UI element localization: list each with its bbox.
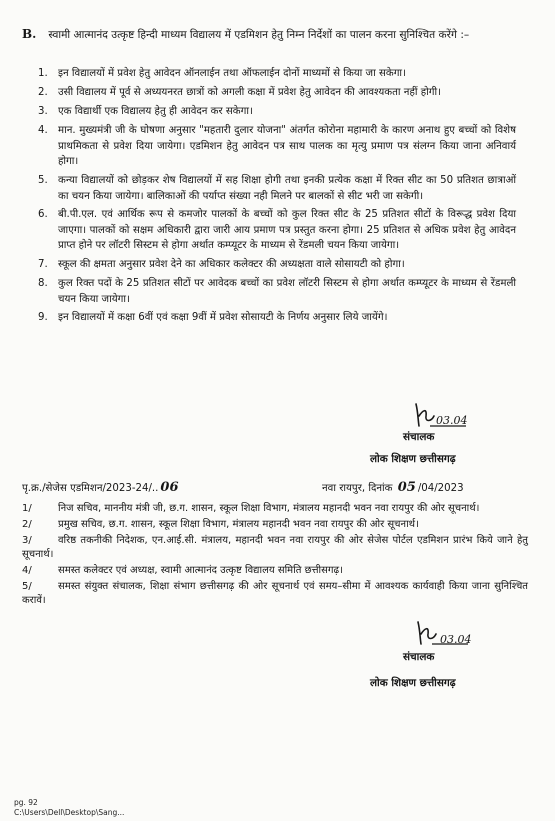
- page-footer: [14, 798, 124, 818]
- page-number: pg. 92: [14, 798, 38, 807]
- copy-number: 5/: [22, 581, 32, 592]
- instruction-number: 7.: [38, 259, 48, 270]
- copy-text: प्रमुख सचिव, छ.ग. शासन, स्कूल शिक्षा विभाग, मंत्रालय महानदी भवन नवा रायपुर की ओर सूचनार्थ।: [58, 519, 419, 530]
- signatory-title: संचालक: [403, 431, 435, 443]
- reference-number: [22, 480, 181, 495]
- copy-item: [22, 580, 528, 608]
- copy-text: समस्त कलेक्टर एवं अध्यक्ष, स्वामी आत्मानंद उत्कृष्ट विद्यालय समिति छत्तीसगढ़।: [58, 565, 343, 576]
- signatory-organization: लोक शिक्षण छत्तीसगढ़: [370, 677, 456, 689]
- copy-number: 1/: [22, 503, 32, 514]
- copy-item: [22, 534, 528, 562]
- reference-date: [322, 480, 464, 495]
- instruction-number: 9.: [38, 312, 48, 323]
- instruction-item: [38, 123, 516, 170]
- instruction-number: 3.: [38, 106, 48, 117]
- signatory-organization: लोक शिक्षण छत्तीसगढ़: [370, 453, 456, 465]
- file-path: C:\Users\Dell\Desktop\Sang...: [14, 808, 125, 817]
- copy-number: 4/: [22, 565, 32, 576]
- instruction-item: [38, 85, 516, 101]
- reference-prefix: पृ.क्र./सेजेस एडमिशन/2023-24/..: [22, 483, 159, 494]
- reference-handwritten-number: 06: [160, 480, 179, 495]
- instruction-number: 8.: [38, 278, 48, 289]
- copy-text: समस्त संयुक्त संचालक, शिक्षा संभाग छत्तीसगढ़ की ओर सूचनार्थ एवं समय–सीमा में आवश्यक कार्यवाही किया जाना सुनिश्चित करावें।: [22, 581, 528, 606]
- reference-day: 05: [397, 480, 416, 495]
- instruction-text: कुल रिक्त पदों के 25 प्रतिशत सीटों पर आवेदक बच्चों का प्रवेश लॉटरी सिस्टम से होगा अर्थात कम्प्यूटर के माध्यम से रेंडमली चयन किया जायेगा।: [58, 278, 516, 305]
- instruction-text: बी.पी.एल. एवं आर्थिक रूप से कमजोर पालकों के बच्चों को कुल रिक्त सीट के 25 प्रतिशत सीटों के विरूद्ध प्रवेश दिया जाएगा। पालकों को सक्षम अधिकारी द्वारा जारी आय प्रमाण पत्र प्रस्तुत करना होगा। 25 प्रतिशत से अधिक प्रवेश हेतु आवेदन प्राप्त होने पर लॉटरी सिस्टम से होगा अर्थात कम्प्यूटर के माध्यम से रेंडमली चयन किया जायेगा।: [58, 209, 516, 251]
- reference-date-rest: /04/2023: [417, 483, 464, 494]
- instruction-text: उसी विद्यालय में पूर्व से अध्ययनरत छात्रों को अगली कक्षा में प्रवेश हेतु आवेदन की आवश्यकता नहीं होगी।: [58, 87, 442, 98]
- signatory-title: संचालक: [403, 651, 435, 663]
- copy-text: निज सचिव, माननीय मंत्री जी, छ.ग. शासन, स्कूल शिक्षा विभाग, मंत्रालय महानदी भवन नवा रायपुर की ओर सूचनार्थ।: [58, 503, 480, 514]
- copy-text: वरिष्ठ तकनीकी निदेशक, एन.आई.सी. मंत्रालय, महानदी भवन नवा रायपुर की ओर सेजेस पोर्टल एडमिशन प्रारंभ किये जाने हेतु सूचनार्थ।: [22, 535, 528, 560]
- instruction-item: [38, 66, 516, 82]
- instruction-text: एक विद्यार्थी एक विद्यालय हेतु ही आवेदन कर सकेगा।: [58, 106, 253, 117]
- instruction-text: कन्या विद्यालयों को छोड़कर शेष विद्यालयों में सह शिक्षा होगी तथा इनकी प्रत्येक कक्षा में रिक्त सीट का 50 प्रतिशत छात्राओं का चयन किया जायेगा। बालिकाओं की पर्याप्त संख्या नही मिलने पर बालकों से सीट भरी जा सकेगी।: [58, 175, 516, 202]
- copy-item: [22, 502, 528, 516]
- instruction-item: [38, 207, 516, 254]
- section-heading: [22, 26, 537, 43]
- signature-mark: 03.04: [436, 414, 468, 427]
- instruction-text: इन विद्यालयों में प्रवेश हेतु आवेदन ऑनलाईन तथा ऑफलाईन दोनों माध्यमों से किया जा सकेगा।: [58, 68, 406, 79]
- instruction-number: 5.: [38, 175, 48, 186]
- copy-item: [22, 564, 528, 578]
- instruction-item: [38, 276, 516, 307]
- instruction-number: 4.: [38, 125, 48, 136]
- instruction-text: स्कूल की क्षमता अनुसार प्रवेश देने का अधिकार कलेक्टर की अध्यक्षता वाले सोसायटी को होगा।: [58, 259, 405, 270]
- copy-number: 3/: [22, 535, 32, 546]
- instruction-text: मान. मुख्यमंत्री जी के घोषणा अनुसार "महतारी दुलार योजना" अंतर्गत कोरोना महामारी के कारण अनाथ हुए बच्चों को विशेष प्राथमिकता से प्रवेश दिया जायेगा। एडमिशन हेतु आवेदन पत्र साथ पालक का मृत्यु प्रमाण पत्र संलग्न किया जाना अनिवार्य होगा।: [58, 125, 516, 167]
- copy-number: 2/: [22, 519, 32, 530]
- instruction-item: [38, 257, 516, 273]
- instruction-number: 2.: [38, 87, 48, 98]
- copy-item: [22, 518, 528, 532]
- instruction-item: [38, 104, 516, 120]
- instruction-text: इन विद्यालयों में कक्षा 6वीं एवं कक्षा 9वीं में प्रवेश सोसायटी के निर्णय अनुसार लिये जायेंगे।: [58, 312, 388, 323]
- section-label: B.: [22, 27, 37, 41]
- instruction-item: [38, 173, 516, 204]
- section-heading-text: स्वामी आत्मानंद उत्कृष्ट हिन्दी माध्यम विद्यालय में एडमिशन हेतु निम्न निर्देशों का पालन करना सुनिश्चित करेंगे :–: [48, 29, 470, 41]
- instruction-number: 1.: [38, 68, 48, 79]
- instruction-number: 6.: [38, 209, 48, 220]
- instruction-item: [38, 310, 516, 326]
- reference-place: नवा रायपुर, दिनांक: [322, 483, 393, 494]
- signature-mark: 03.04: [440, 633, 472, 646]
